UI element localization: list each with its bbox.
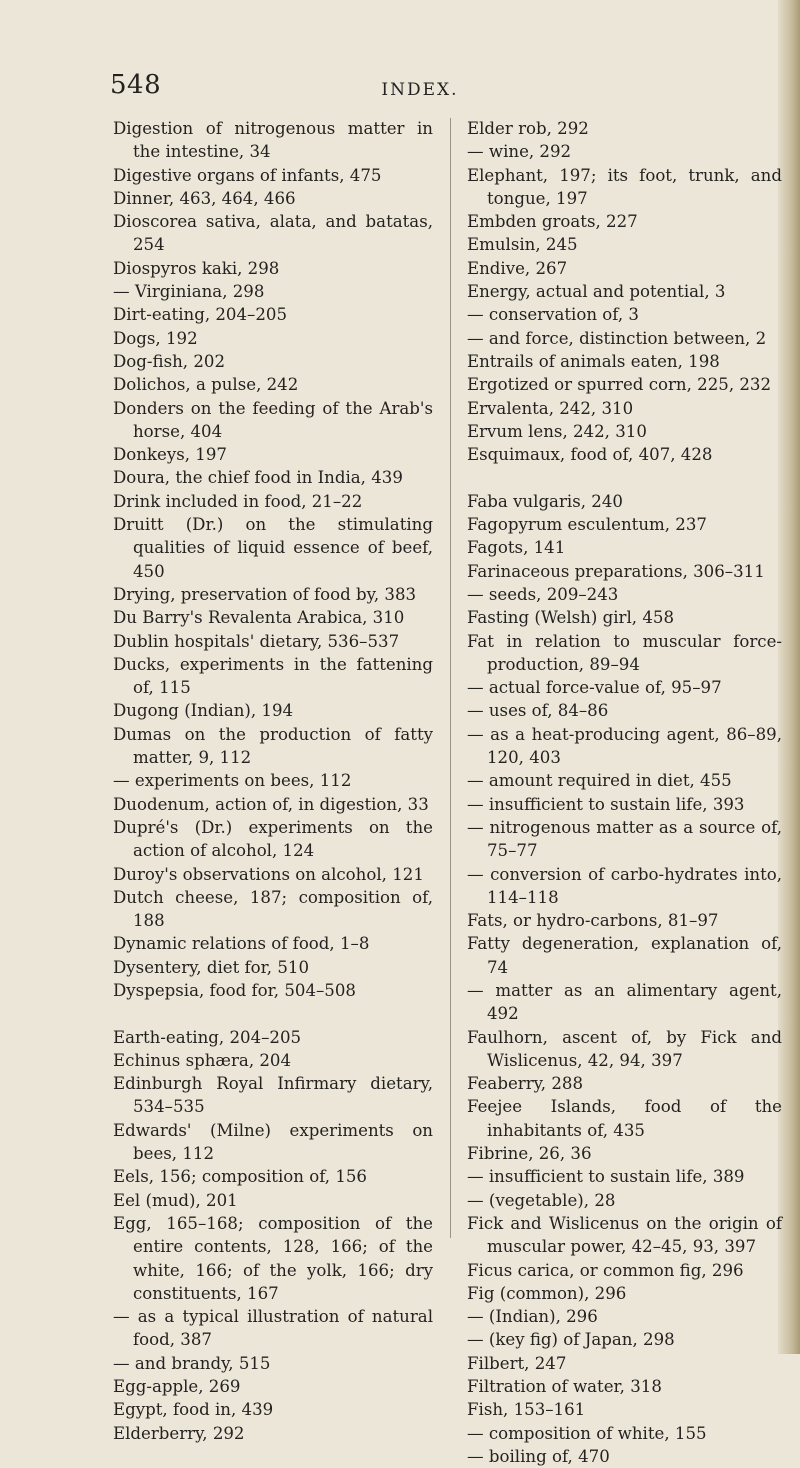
- index-entry: — and brandy, 515: [113, 1353, 271, 1373]
- index-entry: Eels, 156; composition of, 156: [113, 1167, 367, 1187]
- index-entry: Du Barry's Revalenta Arabica, 310: [113, 608, 405, 628]
- index-entry: Edwards' (Milne) experiments on bees, 112: [113, 1120, 433, 1164]
- index-entry: — Virginiana, 298: [113, 282, 265, 302]
- index-entry: Egg-apple, 269: [113, 1377, 241, 1397]
- index-column-right: [467, 117, 782, 1468]
- index-entry: Elderberry, 292: [113, 1423, 245, 1443]
- index-entry: — uses of, 84–86: [467, 701, 609, 721]
- index-entry: — conservation of, 3: [467, 305, 639, 325]
- index-entry: Duodenum, action of, in digestion, 33: [113, 794, 429, 814]
- index-entry: Endive, 267: [467, 258, 568, 278]
- index-entry: Fats, or hydro-carbons, 81–97: [467, 911, 719, 931]
- index-entry: Druitt (Dr.) on the stimulating qualities of liquid essence of beef, 450: [113, 515, 433, 581]
- index-entry: — actual force-value of, 95–97: [467, 678, 722, 698]
- entry-group-e: [113, 1026, 433, 1445]
- index-entry: Fagopyrum esculentum, 237: [467, 515, 707, 535]
- index-entry: Embden groats, 227: [467, 212, 638, 232]
- column-divider: [450, 118, 451, 1238]
- index-entry: Farinaceous preparations, 306–311: [467, 561, 765, 581]
- index-entry: — amount required in diet, 455: [467, 771, 732, 791]
- index-entry: Dog-fish, 202: [113, 351, 226, 371]
- index-entry: — as a heat-producing agent, 86–89, 120, 403: [467, 724, 782, 768]
- index-entry: Energy, actual and potential, 3: [467, 282, 726, 302]
- index-entry: Ducks, experiments in the fattening of, 115: [113, 654, 433, 698]
- index-entry: Filbert, 247: [467, 1353, 567, 1373]
- section-gap: [113, 1002, 433, 1025]
- index-entry: Faulhorn, ascent of, by Fick and Wislicenus, 42, 94, 397: [467, 1027, 782, 1070]
- index-entry: — (vegetable), 28: [467, 1190, 616, 1210]
- section-gap: [467, 466, 782, 489]
- index-entry: Filtration of water, 318: [467, 1377, 662, 1397]
- index-entry: — (Indian), 296: [467, 1307, 598, 1327]
- index-entry: Digestion of nitrogenous matter in the intestine, 34: [113, 119, 433, 162]
- index-entry: Donkeys, 197: [113, 445, 227, 465]
- index-entry: — experiments on bees, 112: [113, 771, 352, 791]
- index-column-left: [113, 117, 433, 1445]
- index-entry: Duroy's observations on alcohol, 121: [113, 864, 424, 884]
- index-entry: Fick and Wislicenus on the origin of muscular power, 42–45, 93, 397: [467, 1213, 782, 1257]
- index-entry: Ervalenta, 242, 310: [467, 398, 634, 418]
- index-entry: Dutch cheese, 187; composition of, 188: [113, 887, 433, 931]
- index-entry: Dysentery, diet for, 510: [113, 957, 309, 977]
- entry-group-f: [467, 490, 782, 1468]
- index-entry: — seeds, 209–243: [467, 584, 619, 604]
- index-entry: Fatty degeneration, explanation of, 74: [467, 934, 782, 977]
- index-entry: Digestive organs of infants, 475: [113, 165, 382, 185]
- index-entry: Dyspepsia, food for, 504–508: [113, 980, 356, 1000]
- page-number: 548: [110, 70, 162, 100]
- index-entry: — composition of white, 155: [467, 1423, 707, 1443]
- page-header: [110, 70, 730, 110]
- index-entry: Elephant, 197; its foot, trunk, and tongue, 197: [467, 165, 782, 208]
- index-entry: — nitrogenous matter as a source of, 75–77: [467, 817, 782, 861]
- index-entry: Faba vulgaris, 240: [467, 491, 623, 511]
- index-entry: — as a typical illustration of natural food, 387: [113, 1307, 433, 1350]
- index-entry: Edinburgh Royal Infirmary dietary, 534–535: [113, 1074, 433, 1117]
- index-entry: Ervum lens, 242, 310: [467, 421, 647, 441]
- index-entry: Eel (mud), 201: [113, 1190, 238, 1210]
- index-entry: Drying, preservation of food by, 383: [113, 584, 417, 604]
- index-entry: Diospyros kaki, 298: [113, 258, 280, 278]
- index-entry: Dynamic relations of food, 1–8: [113, 934, 370, 954]
- index-entry: — (key fig) of Japan, 298: [467, 1330, 675, 1350]
- index-entry: Dublin hospitals' dietary, 536–537: [113, 631, 400, 651]
- index-entry: Dinner, 463, 464, 466: [113, 188, 296, 208]
- index-entry: Dolichos, a pulse, 242: [113, 375, 299, 395]
- index-entry: Earth-eating, 204–205: [113, 1027, 302, 1047]
- entry-group-d: [113, 117, 433, 1002]
- index-entry: Elder rob, 292: [467, 119, 589, 138]
- index-entry: — insufficient to sustain life, 393: [467, 794, 745, 814]
- index-entry: Feaberry, 288: [467, 1074, 584, 1094]
- entry-group-e-continued: [467, 117, 782, 466]
- index-entry: — insufficient to sustain life, 389: [467, 1167, 745, 1187]
- index-entry: Drink included in food, 21–22: [113, 491, 363, 511]
- index-entry: Fat in relation to muscular force-production, 89–94: [467, 631, 782, 674]
- index-entry: Ficus carica, or common fig, 296: [467, 1260, 744, 1280]
- running-head: INDEX.: [381, 80, 459, 100]
- index-entry: — boiling of, 470: [467, 1446, 610, 1466]
- index-entry: — wine, 292: [467, 142, 572, 162]
- index-entry: Fasting (Welsh) girl, 458: [467, 608, 674, 628]
- index-entry: Esquimaux, food of, 407, 428: [467, 445, 713, 465]
- index-entry: Dirt-eating, 204–205: [113, 305, 288, 325]
- index-entry: Emulsin, 245: [467, 235, 578, 255]
- index-entry: Entrails of animals eaten, 198: [467, 351, 720, 371]
- index-entry: Dugong (Indian), 194: [113, 701, 294, 721]
- index-entry: Donders on the feeding of the Arab's horse, 404: [113, 398, 433, 441]
- index-entry: Dumas on the production of fatty matter, 9, 112: [113, 724, 433, 768]
- index-entry: Echinus sphæra, 204: [113, 1050, 292, 1070]
- index-entry: Dogs, 192: [113, 328, 198, 348]
- index-entry: Feejee Islands, food of the inhabitants of, 435: [467, 1097, 782, 1140]
- index-entry: Egypt, food in, 439: [113, 1400, 274, 1420]
- index-entry: Fish, 153–161: [467, 1400, 586, 1420]
- index-entry: Fagots, 141: [467, 538, 566, 558]
- index-entry: — conversion of carbo-hydrates into, 114–118: [467, 864, 782, 907]
- index-entry: Egg, 165–168; composition of the entire contents, 128, 166; of the white, 166; of the yolk, 166; dry constituents, 167: [113, 1213, 433, 1303]
- index-entry: Ergotized or spurred corn, 225, 232: [467, 375, 772, 395]
- index-entry: Doura, the chief food in India, 439: [113, 468, 403, 488]
- index-entry: — and force, distinction between, 2: [467, 328, 767, 348]
- index-entry: Fibrine, 26, 36: [467, 1144, 592, 1164]
- index-entry: Fig (common), 296: [467, 1283, 627, 1303]
- index-entry: Dupré's (Dr.) experiments on the action of alcohol, 124: [113, 817, 433, 861]
- index-entry: Dioscorea sativa, alata, and batatas, 254: [113, 212, 433, 255]
- index-entry: — matter as an alimentary agent, 492: [467, 980, 782, 1024]
